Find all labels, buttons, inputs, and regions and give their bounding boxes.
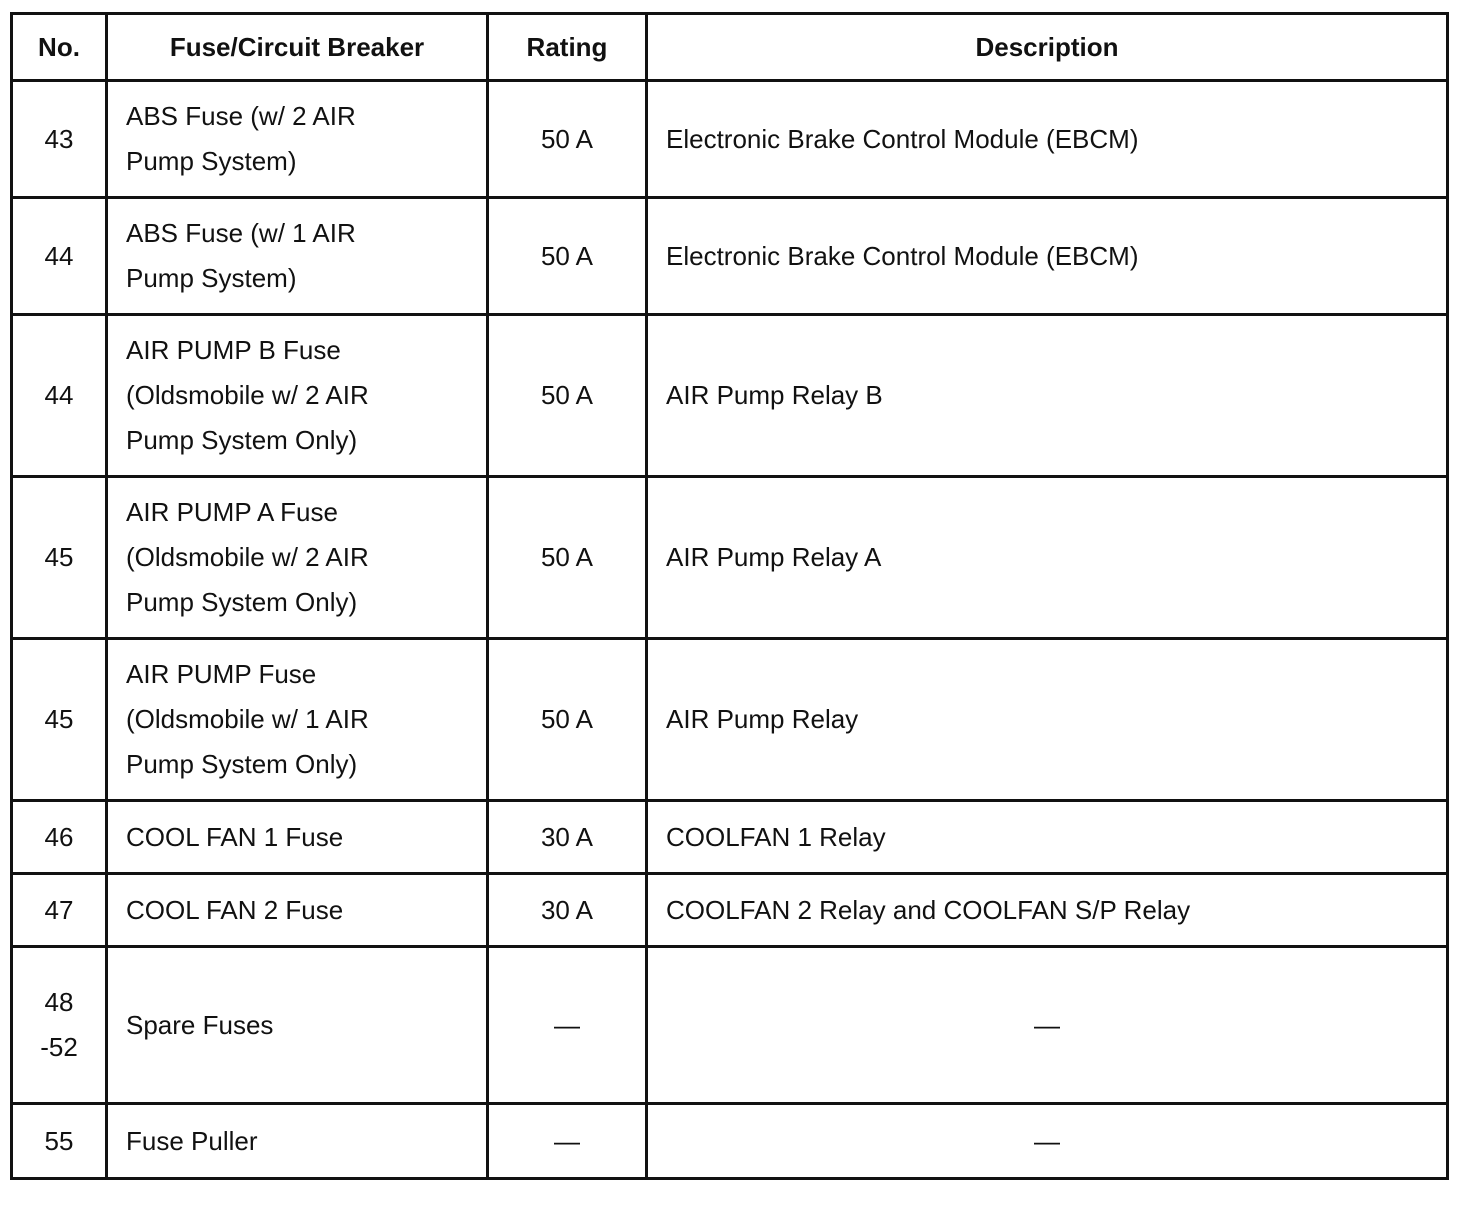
cell-fuse: AIR PUMP B Fuse (Oldsmobile w/ 2 AIR Pump System Only): [107, 315, 488, 477]
table-row: [12, 315, 1448, 477]
fuse-table: [10, 12, 1449, 1180]
table-row: [12, 947, 1448, 1104]
cell-fuse: ABS Fuse (w/ 1 AIR Pump System): [107, 198, 488, 315]
cell-no: 55: [12, 1104, 107, 1179]
cell-no: 43: [12, 81, 107, 198]
cell-description: AIR Pump Relay A: [647, 477, 1448, 639]
cell-description: —: [647, 947, 1448, 1104]
table-row: [12, 1104, 1448, 1179]
cell-description: COOLFAN 1 Relay: [647, 801, 1448, 874]
table-body: [12, 81, 1448, 1179]
table-row: [12, 198, 1448, 315]
cell-fuse: ABS Fuse (w/ 2 AIR Pump System): [107, 81, 488, 198]
header-description: Description: [647, 14, 1448, 81]
cell-fuse: COOL FAN 2 Fuse: [107, 874, 488, 947]
table-row: [12, 477, 1448, 639]
table-row: [12, 801, 1448, 874]
cell-description: COOLFAN 2 Relay and COOLFAN S/P Relay: [647, 874, 1448, 947]
cell-rating: 50 A: [488, 315, 647, 477]
cell-rating: —: [488, 947, 647, 1104]
cell-rating: 30 A: [488, 801, 647, 874]
cell-fuse: Spare Fuses: [107, 947, 488, 1104]
cell-description: Electronic Brake Control Module (EBCM): [647, 81, 1448, 198]
cell-description: AIR Pump Relay: [647, 639, 1448, 801]
header-no: No.: [12, 14, 107, 81]
cell-description: Electronic Brake Control Module (EBCM): [647, 198, 1448, 315]
cell-description: AIR Pump Relay B: [647, 315, 1448, 477]
cell-no: 45: [12, 639, 107, 801]
cell-fuse: AIR PUMP A Fuse (Oldsmobile w/ 2 AIR Pump System Only): [107, 477, 488, 639]
cell-rating: 50 A: [488, 198, 647, 315]
cell-fuse: AIR PUMP Fuse (Oldsmobile w/ 1 AIR Pump System Only): [107, 639, 488, 801]
cell-no: 48 -52: [12, 947, 107, 1104]
header-fuse: Fuse/Circuit Breaker: [107, 14, 488, 81]
cell-no: 45: [12, 477, 107, 639]
cell-rating: 50 A: [488, 639, 647, 801]
cell-rating: 50 A: [488, 81, 647, 198]
table-row: [12, 874, 1448, 947]
cell-rating: —: [488, 1104, 647, 1179]
header-row: [12, 14, 1448, 81]
cell-no: 47: [12, 874, 107, 947]
table-row: [12, 81, 1448, 198]
cell-fuse: Fuse Puller: [107, 1104, 488, 1179]
cell-no: 44: [12, 198, 107, 315]
cell-fuse: COOL FAN 1 Fuse: [107, 801, 488, 874]
cell-rating: 30 A: [488, 874, 647, 947]
cell-no: 46: [12, 801, 107, 874]
table-row: [12, 639, 1448, 801]
table-header: [12, 14, 1448, 81]
cell-rating: 50 A: [488, 477, 647, 639]
cell-no: 44: [12, 315, 107, 477]
header-rating: Rating: [488, 14, 647, 81]
cell-description: —: [647, 1104, 1448, 1179]
